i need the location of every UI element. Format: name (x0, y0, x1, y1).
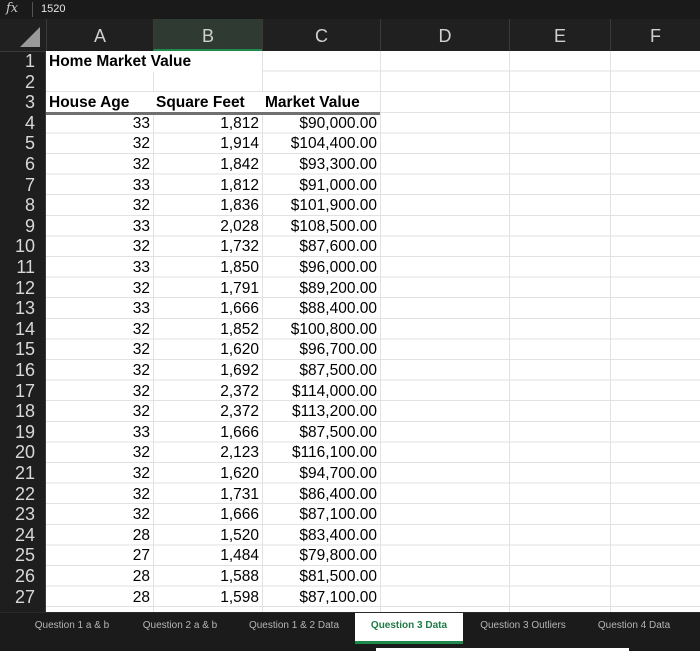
cell-house-age[interactable]: 27 (132, 547, 150, 565)
column-header-a[interactable]: A (46, 19, 153, 51)
cell-square-feet[interactable]: 2,372 (220, 403, 259, 421)
cell-house-age[interactable]: 33 (132, 259, 150, 276)
cell-square-feet[interactable]: 1,812 (220, 176, 259, 194)
cell-square-feet[interactable]: 1,520 (220, 526, 259, 544)
cell-house-age[interactable]: 32 (132, 320, 150, 338)
cell-market-value[interactable]: $104,400.00 (290, 135, 377, 153)
cell-market-value[interactable]: $88,400.00 (299, 300, 377, 318)
cell-house-age[interactable]: 33 (132, 176, 150, 194)
cell-house-age[interactable]: 33 (132, 300, 150, 318)
cell-square-feet[interactable]: 1,731 (220, 485, 259, 503)
formula-value[interactable]: 1520 (41, 3, 66, 15)
gridline (509, 51, 510, 612)
row-header-9[interactable]: 9 (24, 215, 35, 236)
cell-square-feet[interactable]: 1,666 (220, 423, 259, 441)
column-header-c[interactable]: C (262, 19, 380, 51)
row-header-2[interactable]: 2 (24, 71, 35, 92)
cell-house-age[interactable]: 32 (132, 197, 150, 215)
cell-square-feet[interactable]: 1,620 (220, 341, 259, 359)
header-house-age[interactable]: House Age (46, 92, 153, 113)
cell-market-value[interactable]: $116,100.00 (291, 444, 377, 462)
cell-market-value[interactable]: $90,000.00 (299, 114, 377, 132)
tab-question-3-outliers[interactable]: Question 3 Outliers (480, 620, 566, 631)
row-header-21[interactable]: 21 (14, 463, 35, 483)
cell-market-value[interactable]: $113,200.00 (291, 403, 377, 421)
cell-house-age[interactable]: 33 (132, 217, 150, 235)
cell-market-value[interactable]: $87,100.00 (299, 588, 377, 606)
cell-square-feet[interactable]: 1,620 (220, 465, 259, 482)
row-header-10[interactable]: 10 (14, 236, 35, 257)
worksheet-grid[interactable] (46, 51, 700, 612)
cell-house-age[interactable]: 33 (132, 114, 150, 132)
cell-market-value[interactable]: $101,900.00 (290, 197, 377, 215)
cell-square-feet[interactable]: 1,732 (220, 238, 259, 256)
column-header-f[interactable]: F (610, 19, 700, 51)
row-header-24[interactable]: 24 (14, 524, 35, 545)
select-all-triangle-icon (20, 27, 40, 47)
row-header-18[interactable]: 18 (14, 401, 35, 422)
cell-house-age[interactable]: 32 (132, 444, 150, 462)
cell-market-value[interactable]: $79,800.00 (299, 547, 377, 565)
cell-house-age[interactable]: 32 (132, 279, 150, 297)
cell-house-age[interactable]: 32 (132, 403, 150, 421)
cell-market-value[interactable]: $87,100.00 (299, 506, 377, 524)
row-header-11[interactable]: 11 (16, 257, 35, 277)
row-header-15[interactable]: 15 (14, 339, 35, 360)
row-header-5[interactable]: 5 (24, 133, 35, 154)
row-header-20[interactable]: 20 (14, 442, 35, 463)
cell-square-feet[interactable]: 1,666 (220, 506, 259, 524)
cell-market-value[interactable]: $100,800.00 (290, 320, 377, 338)
function-icon[interactable]: fx (6, 1, 19, 16)
cell-market-value[interactable]: $108,500.00 (290, 217, 377, 235)
cell-square-feet[interactable]: 1,484 (220, 547, 259, 565)
row-header-8[interactable]: 8 (24, 195, 35, 216)
row-header-22[interactable]: 22 (14, 483, 35, 504)
cell-house-age[interactable]: 32 (132, 238, 150, 256)
cell-house-age[interactable]: 32 (132, 341, 150, 359)
tab-question-3-data[interactable]: Question 3 Data (355, 613, 463, 644)
row-header-25[interactable]: 25 (14, 545, 35, 566)
cell-house-age[interactable]: 28 (132, 588, 150, 606)
cell-square-feet[interactable]: 2,028 (220, 217, 259, 235)
column-header-d[interactable]: D (380, 19, 509, 51)
cell-square-feet[interactable]: 1,692 (220, 362, 259, 379)
cell-square-feet[interactable]: 1,598 (220, 588, 259, 606)
cell-house-age[interactable]: 32 (132, 485, 150, 503)
row-header-4[interactable]: 4 (24, 112, 35, 133)
header-market-value[interactable]: Market Value (262, 92, 380, 113)
cell-house-age[interactable]: 32 (132, 465, 150, 482)
cell-market-value[interactable]: $87,500.00 (299, 423, 377, 441)
cell-house-age[interactable]: 32 (132, 382, 150, 400)
cell-market-value[interactable]: $114,000.00 (291, 382, 377, 400)
cell-market-value[interactable]: $87,500.00 (299, 362, 377, 379)
gridline (380, 51, 381, 612)
row-header-26[interactable]: 26 (14, 566, 35, 586)
tab-question-1-2-data[interactable]: Question 1 & 2 Data (248, 620, 340, 631)
row-header-3[interactable]: 3 (24, 92, 35, 113)
cell-square-feet[interactable]: 1,791 (220, 279, 259, 297)
cell-house-age[interactable]: 28 (132, 568, 150, 585)
cell-square-feet[interactable]: 1,812 (220, 114, 259, 132)
column-header-b[interactable]: B (153, 19, 262, 51)
cell-house-age[interactable]: 32 (132, 135, 150, 153)
sheet-tab-bar (0, 612, 700, 651)
cell-market-value[interactable]: $94,700.00 (299, 465, 377, 482)
tab-question-2-a-b[interactable]: Question 2 a & b (142, 620, 218, 631)
cell-square-feet[interactable]: 1,852 (220, 320, 259, 338)
cell-square-feet[interactable]: 1,666 (220, 300, 259, 318)
cell-market-value[interactable]: $89,200.00 (299, 279, 377, 297)
cell-square-feet[interactable]: 2,372 (220, 382, 259, 400)
row-header-1[interactable]: 1 (24, 51, 35, 71)
row-header-12[interactable]: 12 (14, 277, 35, 298)
cell-square-feet[interactable]: 1,588 (220, 568, 259, 585)
header-square-feet[interactable]: Square Feet (153, 92, 262, 113)
tab-question-4-data[interactable]: Question 4 Data (597, 620, 671, 631)
row-header-14[interactable]: 14 (14, 318, 35, 339)
formula-bar[interactable] (0, 0, 700, 19)
row-header-19[interactable]: 19 (14, 421, 35, 442)
cell-market-value[interactable]: $91,000.00 (299, 176, 377, 194)
cell-square-feet[interactable]: 2,123 (220, 444, 259, 462)
row-header-17[interactable]: 17 (14, 380, 35, 401)
column-header-e[interactable]: E (509, 19, 610, 51)
row-header-13[interactable]: 13 (14, 298, 35, 319)
cell-house-age[interactable]: 32 (132, 362, 150, 379)
column-header-row (0, 19, 700, 52)
sheet-title[interactable]: Home Market Value (46, 51, 262, 72)
row-header-16[interactable]: 16 (14, 360, 35, 380)
row-header-23[interactable]: 23 (14, 504, 35, 525)
gridline (610, 51, 611, 612)
cell-house-age[interactable]: 28 (132, 526, 150, 544)
tab-question-1-a-b[interactable]: Question 1 a & b (34, 620, 110, 631)
cell-market-value[interactable]: $81,500.00 (299, 568, 377, 585)
row-header-27[interactable]: 27 (14, 586, 35, 607)
cell-square-feet[interactable]: 1,914 (220, 135, 259, 153)
cell-house-age[interactable]: 33 (132, 423, 150, 441)
cell-market-value[interactable]: $87,600.00 (299, 238, 377, 256)
select-all-corner[interactable] (0, 19, 45, 51)
cell-market-value[interactable]: $96,000.00 (299, 259, 377, 276)
cell-market-value[interactable]: $96,700.00 (299, 341, 377, 359)
cell-house-age[interactable]: 32 (132, 506, 150, 524)
row-header-7[interactable]: 7 (24, 174, 35, 195)
cell-square-feet[interactable]: 1,836 (220, 197, 259, 215)
cell-house-age[interactable]: 32 (132, 156, 150, 173)
row-header-6[interactable]: 6 (24, 154, 35, 174)
cell-square-feet[interactable]: 1,842 (220, 156, 259, 173)
cell-market-value[interactable]: $83,400.00 (299, 526, 377, 544)
formula-separator (32, 2, 33, 17)
cell-market-value[interactable]: $86,400.00 (299, 485, 377, 503)
cell-market-value[interactable]: $93,300.00 (299, 156, 377, 173)
cell-square-feet[interactable]: 1,850 (220, 259, 259, 276)
